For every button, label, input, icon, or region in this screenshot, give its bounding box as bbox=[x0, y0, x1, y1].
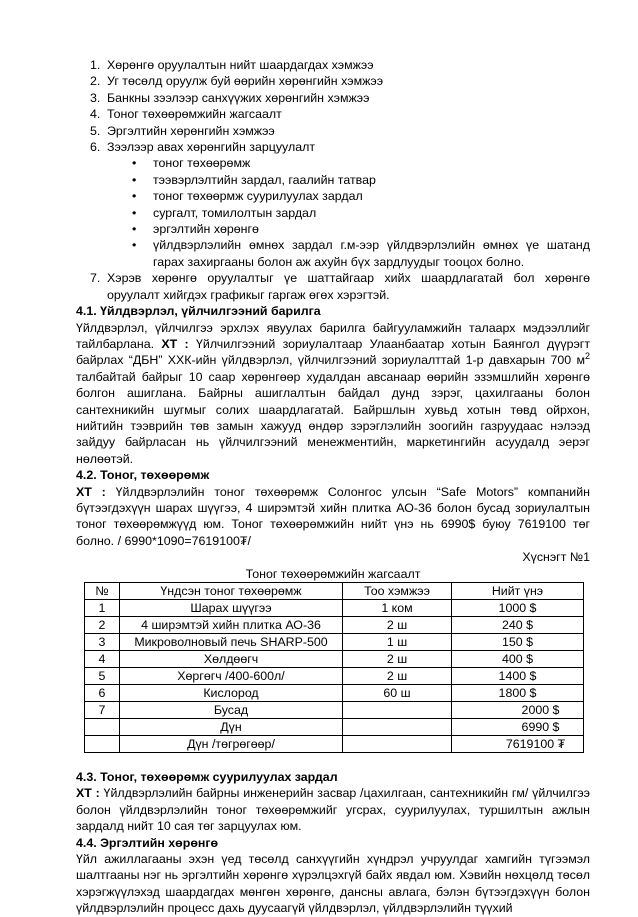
bullet-item: • тээвэрлэлтийн зардал, гаалийн татвар bbox=[130, 172, 590, 188]
column-header: Үндсэн тоног төхөөрөмж bbox=[120, 583, 343, 600]
section-heading-4-4: 4.4. Эргэлтийн хөрөнгө bbox=[76, 835, 219, 850]
table-row: 6 Кислород 60 ш 1800 $ bbox=[85, 685, 584, 702]
table-row: 2 4 ширэмтэй хийн плитка АО-36 2 ш 240 $ bbox=[85, 617, 584, 634]
table-row: 3 Микроволновый печь SHARP-500 1 ш 150 $ bbox=[85, 634, 584, 651]
numbered-list bbox=[76, 57, 590, 303]
table-total-row: Дүн /төгрөгөөр/ 7619100 ₮ bbox=[85, 736, 584, 753]
paragraph: Үйлдвэрлэл, үйлчилгээ эрхлэх явуулах барилга байгууламжийн талаарх мэдээллийг тайлбарлана. ХТ : Үйлчилгээний зориулалтаар Улаанбаатар хотын Баянгол дүүрэгт байрлах “ДБН” ХХК-ийн үйлдвэрлэл, үйлчилгээний зориулалттай 1-р давхарын 700 $м^2$ талбайтай байрыг 10 саар хөрөнгөөр худалдан авсанаар өөрийн эзэмшлийн хөрөнгө болгон ашиглана. Байрны ашиглалтын байдал дунд зэрэг, цахилгааны болон сантехникийн шугмыг солих шаардлагатай. Байршлын хувьд хотын төвд ойрхон, нийтийн тээврийн төв замын хажууд өндөр зэрэглэлийн зоогийн газруудаас нэлээд зайдуу байрласан нь үйлчилгээний менежментийн, маркетингийн асуудалд эерэг нөлөөтэй. bbox=[76, 320, 590, 466]
list-item: 1. Хөрөнгө оруулалтын нийт шаардагдах хэмжээ bbox=[90, 58, 374, 72]
table-caption: Тоног төхөөрөмжийн жагсаалт bbox=[245, 566, 421, 581]
list-item: 2. Уг төсөлд оруулж буй өөрийн хөрөнгийн хэмжээ bbox=[90, 74, 384, 89]
table-row: 4 Хөлдөөгч 2 ш 400 $ bbox=[85, 651, 584, 668]
table-header-row bbox=[85, 583, 584, 600]
xt-label: ХТ : bbox=[161, 336, 189, 351]
table-row: 7 Бусад 2000 $ bbox=[85, 702, 584, 719]
equipment-table bbox=[84, 582, 584, 753]
bullet-list bbox=[76, 155, 590, 270]
table-row: 1 Шарах шүүгээ 1 ком 1000 $ bbox=[85, 600, 584, 617]
document-page bbox=[76, 57, 590, 917]
xt-label: ХТ : bbox=[76, 484, 106, 499]
paragraph: ХТ : Үйлдвэрлэлийн байрны инженерийн засвар /цахилгаан, сантехникийн гм/ үйлчилгээ болон үйлдвэрлэлийн тоног төхөөрөмжийг угсрах, суурилуулах, туршилтын ажлын зардалд нийт 10 сая төг зарцуулах юм. bbox=[76, 786, 590, 834]
paragraph: Үйл ажиллагааны эхэн үед төсөлд санхүүгийн хүндрэл учруулдаг хамгийн түгээмэл шалтгааны нэг нь эргэлтийн хөрөнгө хүрэлцэхгүй байх явдал юм. Хэвийн нөхцөлд төсөл хэрэгжүүлэхэд шаардагдах мөнгөн хөрөнгө, дансны авлага, бэлэн бүтээгдэхүүн болон үйлдвэрлэлийн процесс дахь дуусаагүй үйлдвэрлэл, үйлдвэрлэлийн түүхий bbox=[76, 852, 590, 916]
list-item: 5. Эргэлтийн хөрөнгийн хэмжээ bbox=[90, 123, 275, 138]
paragraph: ХТ : Үйлдвэрлэлийн тоног төхөөрөмж Солонгос улсын “Safe Motors” компанийн бүтээгдэхүүн шарах шүүгээ, 4 ширэмтэй хийн плитка АО-36 болон бусад зориулалтын тоног төхөөрөмжүүд юм. Тоног төхөөрөмжийн нийт үнэ нь 6990$ буюу 7619100 төг болно. / 6990*1090=7619100₮/ bbox=[76, 484, 590, 548]
table-total-row: Дүн 6990 $ bbox=[85, 719, 584, 736]
bullet-item: • тоног төхөөрмж суурилуулах зардал bbox=[130, 188, 590, 204]
list-item: 4. Тоног төхөөрөмжийн жагсаалт bbox=[90, 107, 282, 122]
column-header: Тоо хэмжээ bbox=[343, 583, 452, 600]
list-item: 6. Зээлээр авах хөрөнгийн зарцуулалт bbox=[90, 140, 315, 155]
section-heading-4-2: 4.2. Тоног, төхөөрөмж bbox=[76, 468, 210, 483]
column-header: Нийт үнэ bbox=[452, 583, 584, 600]
list-item: 7. Хэрэв хөрөнгө оруулалтыг үе шаттайгаар хийх шаардлагатай бол хөрөнгө оруулалт хийгдэх графикыг гаргаж өгөх хэрэгтэй. bbox=[90, 271, 590, 302]
table-row: 5 Хөргөгч /400-600л/ 2 ш 1400 $ bbox=[85, 668, 584, 685]
section-heading-4-1: 4.1. Үйлдвэрлэл, үйлчилгээний барилга bbox=[76, 304, 321, 319]
bullet-item: • сургалт, томилолтын зардал bbox=[130, 205, 590, 221]
bullet-item: • үйлдвэрлэлийн өмнөх зардал г.м-ээр үйлдвэрлэлийн өмнөх үе шатанд гарах захиргааны болон аж ахуйн бүх зардлуудыг тооцох болно. bbox=[130, 237, 590, 270]
bullet-item: • эргэлтийн хөрөнгө bbox=[130, 221, 590, 237]
section-heading-4-3: 4.3. Тоног, төхөөрөмж суурилуулах зардал bbox=[76, 770, 338, 784]
list-item: 3. Банкны зээлээр санхүүжих хөрөнгийн хэмжээ bbox=[90, 90, 370, 105]
table-number: Хүснэгт №1 bbox=[522, 550, 590, 565]
xt-label: ХТ : bbox=[76, 786, 100, 801]
column-header: № bbox=[85, 583, 120, 600]
bullet-item: • тоног төхөөрөмж bbox=[130, 155, 590, 171]
